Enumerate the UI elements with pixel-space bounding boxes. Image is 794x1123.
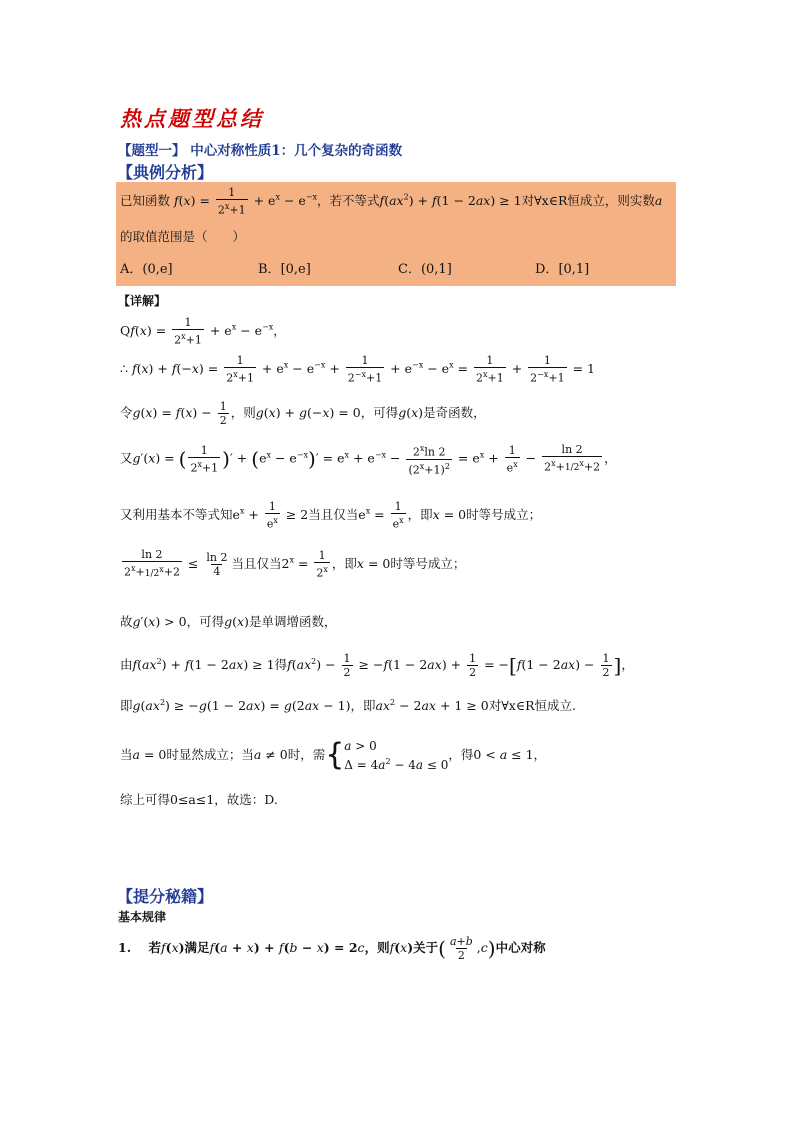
text: 时等号成立； [466, 506, 542, 522]
text: 又利用基本不等式知 [120, 506, 233, 522]
stem-var: a [654, 192, 663, 208]
text: 中心对称 [495, 940, 546, 955]
tips-subtitle: 基本规律 [118, 910, 167, 924]
text: ，可得 [186, 614, 225, 629]
type-tag: 【题型一】 [118, 143, 186, 159]
option-c-value: (0,1] [420, 262, 452, 277]
option-b-value: [0,e] [280, 262, 311, 277]
text: 当且仅当 [231, 555, 282, 571]
text: 时等号成立； [390, 555, 466, 571]
text: 又 [120, 450, 133, 466]
text: ，即 [350, 698, 376, 713]
option-c-label: C． [398, 262, 421, 277]
text: 令 [120, 405, 133, 420]
because-symbol: Q [120, 322, 131, 338]
type-text: 中心对称性质1：几个复杂的奇函数 [190, 143, 403, 159]
example-stem-line1: 已知函数 f(x) = $\frac{1}{2^x+1}$ + $e^x - e^{-x}$，若不等式$f(ax^2) + f(1 - 2ax) \ge 1$对∀x∈R恒成立，则实数a [120, 186, 663, 217]
text: 即 [120, 698, 133, 713]
text: 由 [120, 657, 133, 672]
text: 关于 [413, 940, 439, 955]
text: 满足 [184, 940, 210, 955]
option-a [120, 258, 173, 277]
stem-middle: ，若不等式 [317, 192, 380, 208]
text: 是奇函数， [423, 405, 486, 420]
option-c [398, 258, 452, 277]
item-number: 1. [118, 940, 132, 955]
solution-line-4: 又g′(x) = ( $\frac{1}{2^x+1}$ )′ + $(e^x - e^{-x})' = e^x + e^{-x}$ − $\frac{2^x\ln 2}{(2^x+1)^2}$ = $e^x$ + $\frac{1}{e^x}$ − $\frac{\ln 2}{2^x+1/2^x+2}$ ， [120, 442, 617, 477]
solution-label: 【详解】 [118, 294, 167, 308]
text: ，得 [448, 747, 474, 762]
option-d-label: D． [535, 262, 559, 277]
text: 当 [120, 747, 133, 762]
text: ，则 [230, 405, 256, 420]
text: ，则 [364, 940, 390, 955]
text: ，可得 [360, 405, 399, 420]
solution-line-5: 又利用基本不等式知$e^x$ + $\frac{1}{e^x}$ ≥ 2当且仅当$e^x$ = $\frac{1}{e^x}$ ，即x = 0时等号成立； [120, 500, 542, 531]
question-type-heading [118, 139, 402, 159]
text: ，即 [331, 555, 357, 571]
option-d-value: [0,1] [558, 262, 590, 277]
solution-line-9: 即$g(ax^2) \ge -g(1 - 2ax) = g(2ax - 1)$，即$ax^2 - 2ax + 1 \ge 0$对∀x∈R恒成立. [120, 697, 576, 713]
example-section-label: 【典例分析】 [117, 163, 214, 182]
option-d [535, 258, 589, 277]
stem-formula-f: f [174, 192, 179, 208]
text: 得 [274, 657, 288, 672]
fraction: $\frac{1}{2^x+1}$ [217, 186, 246, 217]
solution-line-1: Qf(x) = $\frac{1}{2^x+1}$ + $e^x - e^{-x}$， [120, 316, 286, 347]
tips-item-1: 1. 若f(x)满足f(a + x) + f(b − x) = 2c，则f(x)关于( $\frac{a+b}{2}$ ,c)中心对称 [118, 935, 546, 962]
option-a-value: (0,e] [142, 262, 173, 277]
text: 当且仅当 [308, 506, 359, 522]
solution-line-10: 当a = 0时显然成立；当a ≠ 0时，需{ a > 0 $\Delta = 4a^2 - 4a \le 0$ ，得0 < a ≤ 1， [120, 737, 547, 773]
text: 故 [120, 614, 133, 629]
stem-prefix: 已知函数 [120, 192, 171, 208]
text: 时显然成立；当 [166, 747, 254, 762]
option-b [258, 258, 311, 277]
solution-line-7: 故g′(x) > 0，可得g(x)是单调增函数， [120, 614, 337, 629]
tips-section-label: 【提分秘籍】 [117, 887, 214, 906]
page-title: 热点题型总结 [120, 106, 264, 131]
text: 若 [148, 940, 161, 955]
solution-line-2: ∴ f(x) + f(−x) = $\frac{1}{2^x+1}$ + $e^x - e^{-x}$ + $\frac{1}{2^{-x}+1}$ + $e^{-x} - e^x$ = $\frac{1}{2^x+1}$ + $\frac{1}{2^{-x}+1}$ = 1 [120, 354, 595, 385]
solution-line-3: 令g(x) = f(x) − $\frac{1}{2}$ ，则g(x) + g(−x) = 0，可得g(x)是奇函数， [120, 400, 486, 427]
text: 是单调增函数， [248, 614, 337, 629]
example-stem-line2: 的取值范围是（ ） [120, 229, 246, 244]
solution-line-11: 综上可得0≤a≤1，故选：D. [120, 792, 278, 807]
text: 时，需 [287, 747, 326, 762]
stem-suffix: 对∀x∈R恒成立，则实数 [521, 192, 655, 208]
option-b-label: B． [258, 262, 281, 277]
text: ，即 [407, 506, 433, 522]
text: 对∀x∈R恒成立. [488, 698, 576, 713]
solution-line-6: $\frac{\ln 2}{2^x+1/2^x+2}$ ≤ $\frac{\ln 2}{4}$ 当且仅当$2^x$ = $\frac{1}{2^x}$ ，即x = 0时等号成立； [124, 548, 466, 580]
solution-line-8: 由$f(ax^2) + f(1 - 2ax) \ge 1$得$f(ax^2)$ − $\frac{1}{2}$ ≥ −f(1 − 2ax) + $\frac{1}{2}$ = −[f(1 − 2ax) − $\frac{1}{2}$ ]， [120, 652, 634, 679]
option-a-label: A． [120, 262, 143, 277]
